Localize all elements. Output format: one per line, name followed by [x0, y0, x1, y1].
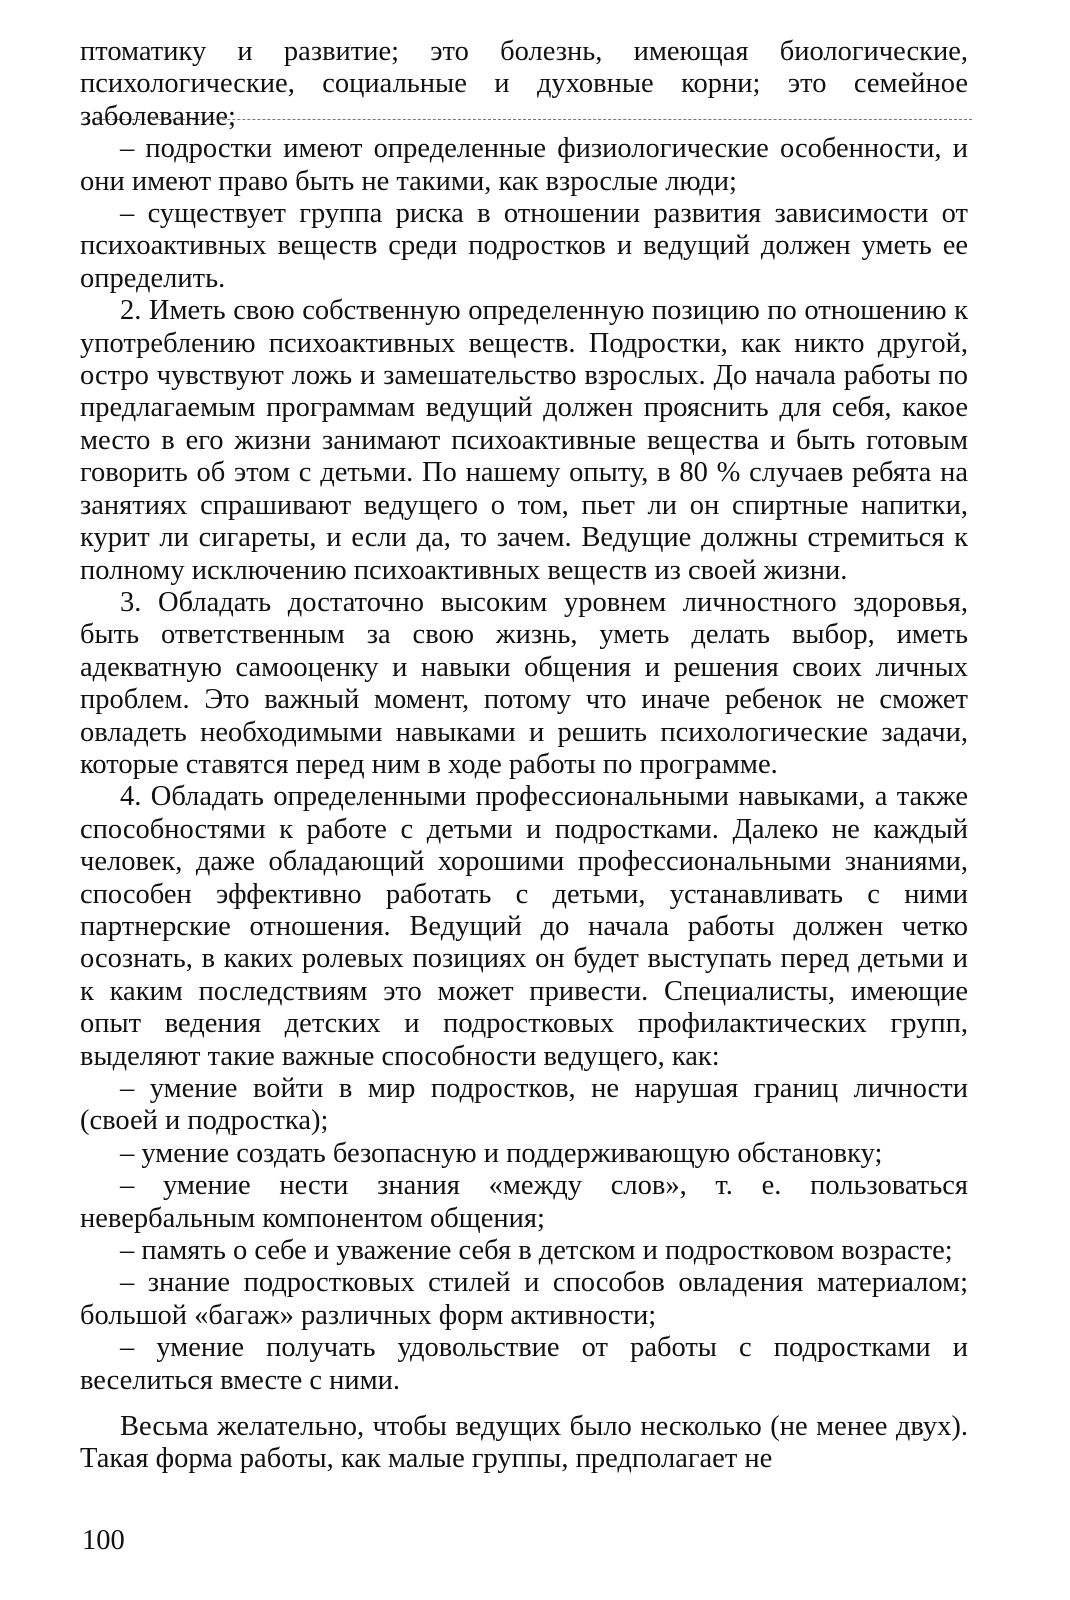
list-item-dash: – умение создать безопасную и поддерживающую обстановку; [120, 1137, 883, 1169]
numbered-item-4: 4. Обладать определенными профессиональными навыками, а также способностями к работе с детьми и подростками. Далеко не каждый человек, даже обладающий хорошими профессиональными знаниями, способен эффективно работать с детьми, устанавливать с ними партнерские отношения. Ведущий до начала работы должен четко осознать, в каких ролевых позициях он будет выступать перед детьми и к каким последствиям это может привести. Специалисты, имеющие опыт ведения детских и подростковых профилактических групп, выделяют такие важные способности ведущего, как: [80, 781, 968, 1072]
numbered-item-2: 2. Иметь свою собственную определенную позицию по отношению к употреблению психоактивных веществ. Подростки, как никто другой, остро чувствуют ложь и замешательство взрослых. До начала работы по предлагаемым программам ведущий должен прояснить для себя, какое место в его жизни занимают психоактивные вещества и быть готовым говорить об этом с детьми. По нашему опыту, в 80 % случаев ребята на занятиях спрашивают ведущего о том, пьет ли он спиртные напитки, курит ли сигареты, и если да, то зачем. Ведущие должны стремиться к полному исключению психоактивных веществ из своей жизни. [80, 295, 968, 586]
list-item-dash: – подростки имеют определенные физиологические особенности, и они имеют право быть не такими, как взрослые люди; [80, 133, 968, 197]
list-item-dash: – умение получать удовольствие от работы с подростками и веселиться вместе с ними. [80, 1332, 968, 1396]
list-item-dash: – умение нести знания «между слов», т. е. пользоваться невербальным компонентом общения; [80, 1170, 968, 1234]
paragraph-continuation: птоматику и развитие; это болезнь, имеющая биологические, психологические, социальные и духовные корни; это семейное заболевание; [80, 36, 968, 132]
list-item-dash: – существует группа риска в отношении развития зависимости от психоактивных веществ среди подростков и ведущий должен уметь ее определить. [80, 198, 968, 294]
numbered-item-3: 3. Обладать достаточно высоким уровнем личностного здоровья, быть ответственным за свою жизнь, уметь делать выбор, иметь адекватную самооценку и навыки общения и решения своих личных проблем. Это важный момент, потому что иначе ребенок не сможет овладеть необходимыми навыками и решить психологические задачи, которые ставятся перед ним в ходе работы по программе. [80, 586, 968, 780]
closing-paragraph: Весьма желательно, чтобы ведущих было несколько (не менее двух). Такая форма работы, как малые группы, предполагает не [80, 1411, 968, 1475]
list-item-dash: – память о себе и уважение себя в детском и подростковом возрасте; [120, 1235, 953, 1267]
list-item-dash: – умение войти в мир подростков, не нарушая границ личности (своей и подростка); [80, 1073, 968, 1137]
list-item-dash: – знание подростковых стилей и способов овладения материалом; большой «багаж» различных форм активности; [80, 1267, 968, 1331]
page-body [80, 36, 968, 1476]
page-number: 100 [82, 1525, 125, 1556]
